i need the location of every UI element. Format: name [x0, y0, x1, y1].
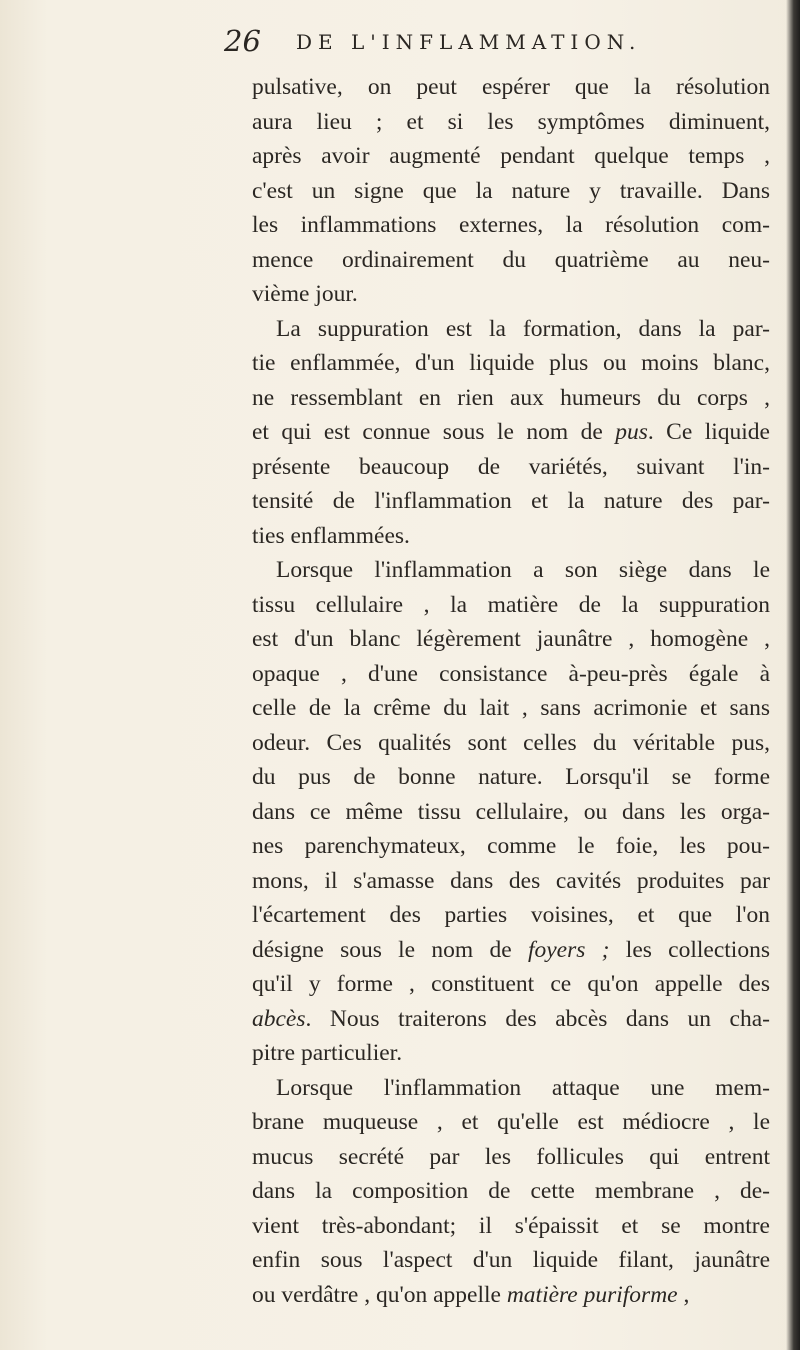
text-line: tensité de l'inflammation et la nature des par-: [252, 488, 770, 514]
text-line: ne ressemblant en rien aux humeurs du corps ,: [252, 384, 770, 411]
text-segment: . Ce liquide: [647, 419, 770, 445]
text-line: qu'il y forme , constituent ce qu'on appelle des: [252, 971, 770, 997]
text-line: après avoir augmenté pendant quelque temps ,: [252, 143, 770, 169]
text-segment: . Nous traiterons des abcès dans un cha-: [305, 1005, 770, 1032]
text-line: brane muqueuse , et qu'elle est médiocre , le: [252, 1109, 770, 1135]
text-segment: ,: [677, 1281, 690, 1308]
page-edge-shadow: [786, 0, 800, 1350]
text-line: dans la composition de cette membrane , de-: [252, 1178, 770, 1204]
text-line: opaque , d'une consistance à-peu-près égale à: [252, 660, 770, 687]
text-line: du pus de bonne nature. Lorsqu'il se forme: [252, 764, 770, 790]
text-segment: ou verdâtre , qu'on appelle: [252, 1281, 507, 1308]
text-line: l'écartement des parties voisines, et que l'on: [252, 902, 770, 928]
text-line: Lorsque l'inflammation attaque une mem-: [276, 1074, 770, 1101]
text-line: pitre particulier.: [252, 1040, 403, 1066]
page-number: 26: [224, 24, 261, 58]
text-line: présente beaucoup de variétés, suivant l'in-: [252, 453, 770, 480]
text-line: c'est un signe que la nature y travaille. Dans: [252, 177, 770, 204]
italic-term: abcès: [252, 1005, 306, 1032]
text-line: les inflammations externes, la résolution com-: [252, 212, 770, 238]
text-line: mons, il s'amasse dans des cavités produites par: [252, 867, 770, 894]
italic-term: matière puriforme: [506, 1281, 678, 1308]
text-line: odeur. Ces qualités sont celles du véritable pus,: [252, 729, 770, 756]
text-line: tissu cellulaire , la matière de la suppuration: [252, 591, 770, 618]
body-text: [252, 70, 770, 1312]
text-segment: désigne sous le nom de: [252, 936, 528, 963]
text-line: vième jour.: [252, 281, 358, 307]
text-line: pulsative, on peut espérer que la résolution: [252, 74, 770, 100]
text-segment: et qui est connue sous le nom de: [252, 419, 616, 445]
text-line: mucus secrété par les follicules qui entrent: [252, 1143, 770, 1170]
text-line: [252, 415, 770, 450]
text-line: nes parenchymateux, comme le foie, les pou-: [252, 833, 770, 859]
running-title: DE L'INFLAMMATION.: [296, 30, 642, 54]
text-line: enfin sous l'aspect d'un liquide filant, jaunâtre: [252, 1247, 770, 1273]
running-head: [224, 20, 784, 60]
text-line: [252, 933, 770, 968]
text-line: La suppuration est la formation, dans la par-: [276, 315, 770, 342]
text-line: Lorsque l'inflammation a son siège dans le: [276, 557, 770, 583]
text-segment: les collections: [609, 936, 770, 963]
text-line: aura lieu ; et si les symptômes diminuent,: [252, 108, 770, 135]
text-line: est d'un blanc légèrement jaunâtre , homogène ,: [252, 626, 770, 652]
text-line: [252, 1278, 770, 1313]
text-line: [252, 1002, 770, 1037]
italic-term: foyers ;: [527, 936, 610, 963]
text-line: celle de la crême du lait , sans acrimonie et sans: [252, 695, 770, 721]
text-line: tie enflammée, d'un liquide plus ou moins blanc,: [252, 350, 770, 376]
italic-term: pus: [615, 419, 648, 445]
text-line: mence ordinairement du quatrième au neu-: [252, 246, 770, 273]
text-line: vient très-abondant; il s'épaissit et se montre: [252, 1212, 770, 1239]
text-line: ties enflammées.: [252, 522, 410, 549]
text-line: dans ce même tissu cellulaire, ou dans les orga-: [252, 798, 770, 825]
